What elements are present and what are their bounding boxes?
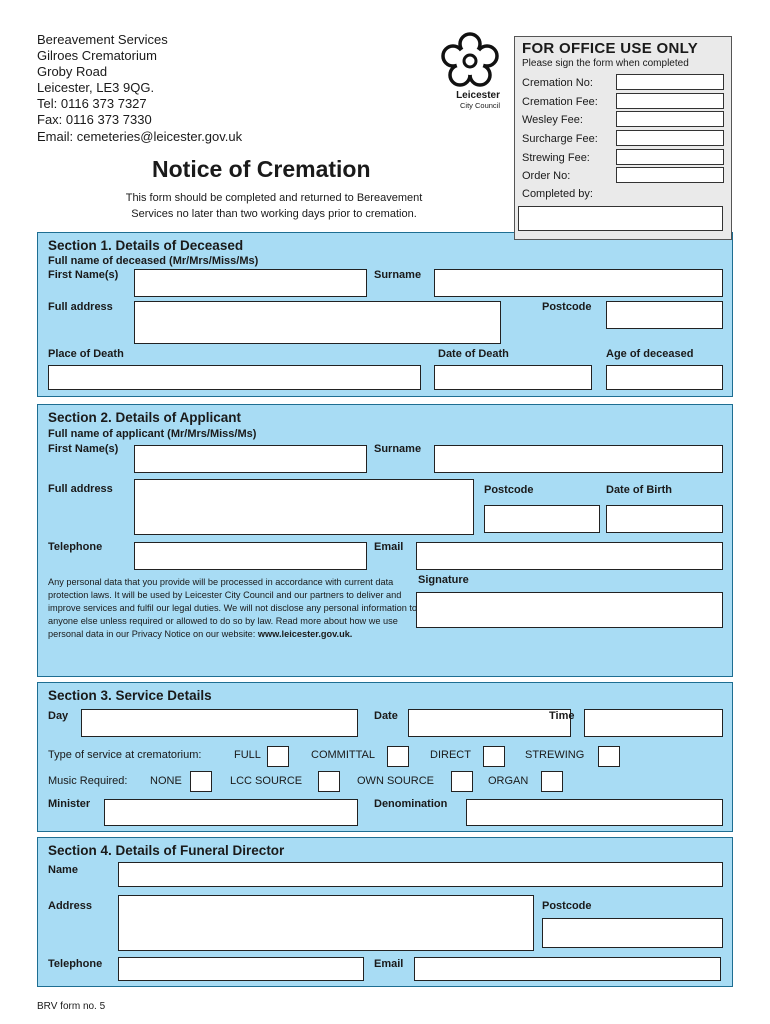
none-checkbox[interactable] bbox=[190, 771, 212, 792]
dob-label: Date of Birth bbox=[606, 484, 672, 496]
date-label: Date bbox=[374, 710, 398, 722]
form-number: BRV form no. 5 bbox=[37, 1001, 106, 1012]
committal-option-label: COMMITTAL bbox=[311, 749, 375, 761]
office-title: FOR OFFICE USE ONLY bbox=[522, 40, 698, 57]
telephone-label: Telephone bbox=[48, 541, 103, 553]
postcode-label: Postcode bbox=[542, 900, 592, 912]
applicant-surname-input[interactable] bbox=[434, 445, 723, 473]
address-label: Full address bbox=[48, 301, 113, 313]
section-title: Section 1. Details of Deceased bbox=[48, 238, 244, 253]
first-names-label: First Name(s) bbox=[48, 443, 119, 455]
address-line: Bereavement Services bbox=[37, 32, 168, 47]
rose-icon bbox=[440, 31, 500, 89]
deceased-surname-input[interactable] bbox=[434, 269, 723, 297]
service-time-input[interactable] bbox=[584, 709, 723, 737]
address-label: Address bbox=[48, 900, 93, 912]
section-applicant bbox=[37, 404, 733, 677]
address-line: Email: cemeteries@leicester.gov.uk bbox=[37, 128, 243, 144]
place-of-death-label: Place of Death bbox=[48, 348, 124, 360]
surcharge-fee-input[interactable] bbox=[616, 130, 724, 146]
address-line: Gilroes Crematorium bbox=[37, 48, 157, 64]
postcode-label: Postcode bbox=[542, 301, 592, 313]
service-date-input[interactable] bbox=[408, 709, 571, 737]
section-service bbox=[37, 682, 733, 832]
fullname-label: Full name of applicant (Mr/Mrs/Miss/Ms) bbox=[48, 428, 257, 440]
intro-text bbox=[80, 191, 468, 222]
strewing-fee-input[interactable] bbox=[616, 149, 724, 165]
minister-input[interactable] bbox=[104, 799, 358, 826]
logo-name: Leicester bbox=[456, 90, 500, 101]
privacy-notice bbox=[48, 576, 418, 641]
lcc-source-option-label: LCC SOURCE bbox=[230, 775, 303, 787]
signature-label: Signature bbox=[418, 574, 469, 586]
strewing-option-label: STREWING bbox=[525, 749, 585, 761]
applicant-first-names-input[interactable] bbox=[134, 445, 367, 473]
section-title: Section 2. Details of Applicant bbox=[48, 410, 242, 425]
strewing-checkbox[interactable] bbox=[598, 746, 620, 767]
minister-label: Minister bbox=[48, 798, 91, 810]
full-checkbox[interactable] bbox=[267, 746, 289, 767]
music-label: Music Required: bbox=[48, 775, 128, 787]
office-use-panel bbox=[514, 36, 732, 240]
director-telephone-input[interactable] bbox=[118, 957, 364, 981]
applicant-telephone-input[interactable] bbox=[134, 542, 367, 570]
intro-line: Services no later than two working days prior to cremation. bbox=[131, 207, 417, 220]
applicant-email-input[interactable] bbox=[416, 542, 723, 570]
address-line: Fax: 0116 373 7330 bbox=[37, 112, 152, 128]
surname-label: Surname bbox=[374, 269, 422, 281]
applicant-dob-input[interactable] bbox=[606, 505, 723, 533]
director-postcode-input[interactable] bbox=[542, 918, 723, 948]
applicant-address-input[interactable] bbox=[134, 479, 474, 535]
wesley-fee-input[interactable] bbox=[616, 111, 724, 127]
email-label: Email bbox=[374, 958, 404, 970]
section-funeral-director bbox=[37, 837, 733, 987]
address-line: Leicester, LE3 9QG. bbox=[37, 80, 155, 96]
time-label: Time bbox=[549, 710, 575, 722]
surname-label: Surname bbox=[374, 443, 422, 455]
order-no-input[interactable] bbox=[616, 167, 724, 183]
address-line: Tel: 0116 373 7327 bbox=[37, 96, 147, 112]
logo-subname: City Council bbox=[459, 101, 500, 110]
cremation-fee-label: Cremation Fee: bbox=[522, 96, 598, 108]
organ-option-label: ORGAN bbox=[488, 775, 529, 787]
lcc-source-checkbox[interactable] bbox=[318, 771, 340, 792]
denomination-label: Denomination bbox=[374, 798, 448, 810]
denomination-input[interactable] bbox=[466, 799, 723, 826]
deceased-address-input[interactable] bbox=[134, 301, 501, 344]
applicant-signature-input[interactable] bbox=[416, 592, 723, 628]
age-label: Age of deceased bbox=[606, 348, 694, 360]
director-address-input[interactable] bbox=[118, 895, 534, 951]
page-title: Notice of Cremation bbox=[152, 156, 371, 182]
none-option-label: NONE bbox=[150, 775, 182, 787]
section-title: Section 3. Service Details bbox=[48, 688, 212, 703]
order-no-label: Order No: bbox=[522, 170, 571, 182]
full-option-label: FULL bbox=[234, 749, 261, 761]
first-names-label: First Name(s) bbox=[48, 269, 119, 281]
telephone-label: Telephone bbox=[48, 958, 103, 970]
direct-checkbox[interactable] bbox=[483, 746, 505, 767]
service-type-label: Type of service at crematorium: bbox=[48, 749, 202, 761]
cremation-fee-input[interactable] bbox=[616, 93, 724, 109]
date-of-death-label: Date of Death bbox=[438, 348, 509, 360]
age-input[interactable] bbox=[606, 365, 723, 390]
strewing-fee-label: Strewing Fee: bbox=[522, 152, 590, 164]
fullname-label: Full name of deceased (Mr/Mrs/Miss/Ms) bbox=[48, 255, 259, 267]
name-label: Name bbox=[48, 864, 78, 876]
direct-option-label: DIRECT bbox=[430, 749, 471, 761]
address-label: Full address bbox=[48, 483, 113, 495]
cremation-no-input[interactable] bbox=[616, 74, 724, 90]
wesley-fee-label: Wesley Fee: bbox=[522, 114, 583, 126]
council-logo bbox=[440, 31, 500, 113]
office-address bbox=[37, 32, 242, 145]
director-email-input[interactable] bbox=[414, 957, 721, 981]
completed-by-label: Completed by: bbox=[522, 188, 593, 200]
own-source-checkbox[interactable] bbox=[451, 771, 473, 792]
section-title: Section 4. Details of Funeral Director bbox=[48, 843, 285, 858]
organ-checkbox[interactable] bbox=[541, 771, 563, 792]
address-line: Groby Road bbox=[37, 64, 108, 80]
intro-line: This form should be completed and returned to Bereavement bbox=[125, 192, 423, 204]
website-link[interactable]: www.leicester.gov.uk. bbox=[257, 628, 353, 639]
day-label: Day bbox=[48, 710, 69, 722]
applicant-postcode-input[interactable] bbox=[484, 505, 600, 533]
section-deceased bbox=[37, 232, 733, 397]
office-subtitle: Please sign the form when completed bbox=[522, 58, 689, 69]
place-of-death-input[interactable] bbox=[48, 365, 421, 390]
postcode-label: Postcode bbox=[484, 484, 534, 496]
committal-checkbox[interactable] bbox=[387, 746, 409, 767]
own-source-option-label: OWN SOURCE bbox=[357, 775, 434, 787]
deceased-first-names-input[interactable] bbox=[134, 269, 367, 297]
service-day-input[interactable] bbox=[81, 709, 358, 737]
surcharge-fee-label: Surcharge Fee: bbox=[522, 133, 598, 145]
deceased-postcode-input[interactable] bbox=[606, 301, 723, 329]
completed-by-input[interactable] bbox=[518, 206, 723, 231]
email-label: Email bbox=[374, 541, 404, 553]
privacy-text: Any personal data that you provide will be processed in accordance with current data protection laws. It will be used by Leicester City Council and our partners to deliver and improve services and fulfil our legal duties. We will not disclose any personal information to anyone else unless required or allowed to do so by law. Read more about how we use personal data in our Privacy Notice on our website: bbox=[48, 577, 418, 639]
cremation-no-label: Cremation No: bbox=[522, 77, 593, 89]
date-of-death-input[interactable] bbox=[434, 365, 592, 390]
director-name-input[interactable] bbox=[118, 862, 723, 887]
